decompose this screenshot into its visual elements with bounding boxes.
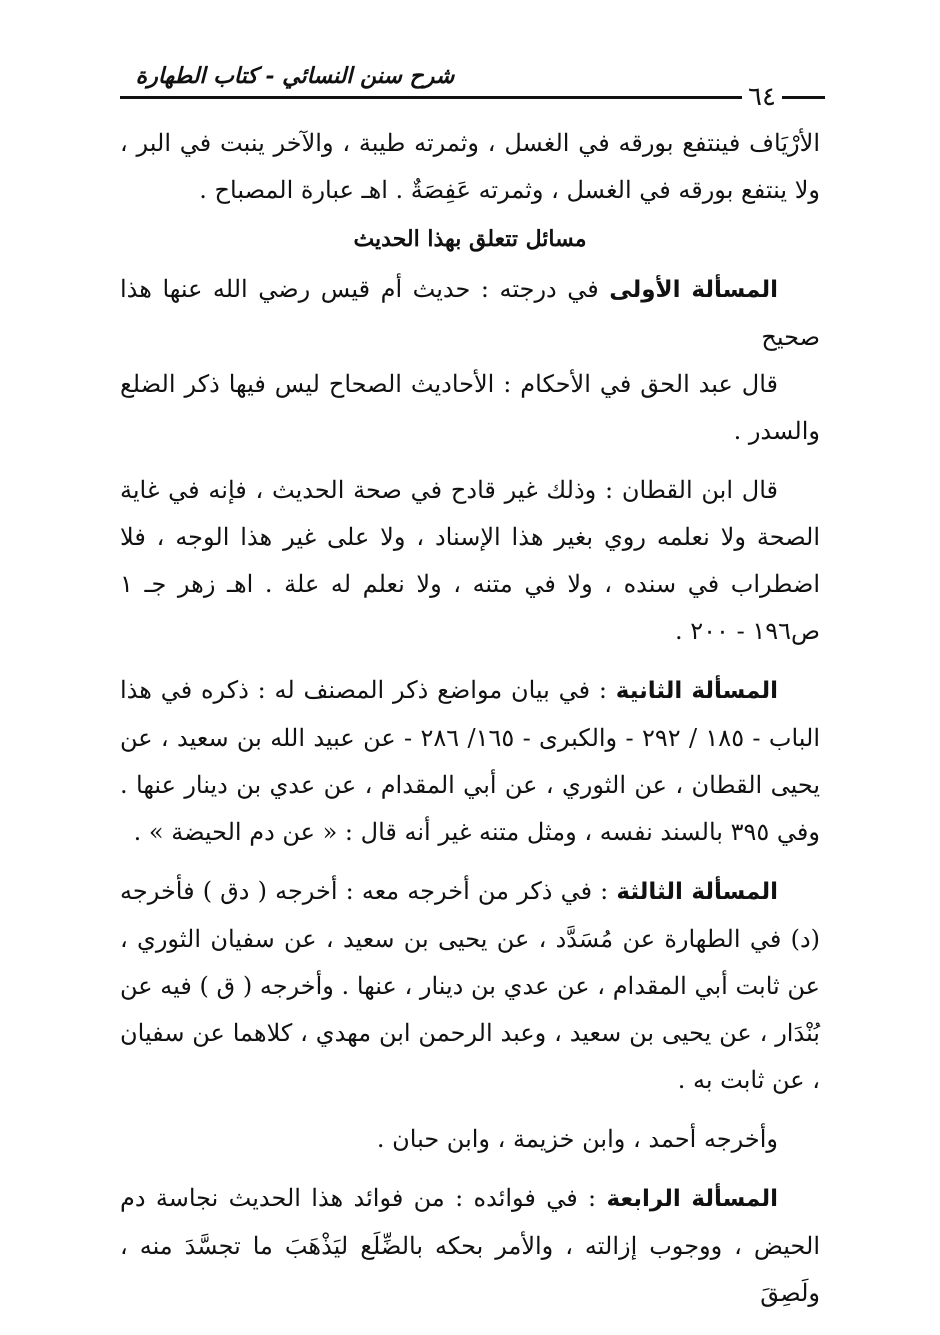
issue-1-text: في درجته : حديث أم قيس رضي الله عنها هذا صحيح [120, 275, 820, 351]
issue-1-quote-ibn-alqattan: قال ابن القطان : وذلك غير قادح في صحة الحديث ، فإنه في غاية الصحة ولا نعلمه روي بغير هذا الإسناد ، ولا على غير هذا الوجه ، فلا اضطراب في سنده ، ولا في متنه ، ولا نعلم له علة . اهـ زهر جـ ١ ص١٩٦ - ٢٠٠ . [120, 476, 820, 645]
issue-3-text: : في ذكر من أخرجه معه : أخرجه ( دق ) فأخرجه (د) في الطهارة عن مُسَدَّد ، عن يحيى بن سعيد ، عن سفيان الثوري ، عن ثابت أبي المقدام ، عن عدي بن دينار ، عنها . وأخرجه ( ق ) فيه عن بُنْدَار ، عن يحيى بن سعيد ، وعبد الرحمن ابن مهدي ، كلاهما عن سفيان ، عن ثابت به . [120, 877, 820, 1094]
intro-paragraph: الأرْيَاف فينتفع بورقه في الغسل ، وثمرته طيبة ، والآخر ينبت في البر ، ولا ينتفع بورقه في الغسل ، وثمرته عَفِصَةٌ . اهـ عبارة المصباح . [120, 129, 820, 204]
issue-3-extra-paragraph: وأخرجه أحمد ، وابن خزيمة ، وابن حبان . [376, 1125, 778, 1153]
issue-2-text: : في بيان مواضع ذكر المصنف له : ذكره في هذا الباب - ١٨٥ / ٢٩٢ - والكبرى - ١٦٥/ ٢٨٦ - عن عبيد الله بن سعيد ، عن يحيى القطان ، عن الثوري ، عن أبي المقدام ، عن عدي بن دينار عنها . وفي ٣٩٥ بالسند نفسه ، ومثل متنه غير أنه قال : « عن دم الحيضة » . [120, 676, 821, 846]
issue-2-paragraph [120, 667, 820, 856]
running-header-title: شرح سنن النسائي - كتاب الطهارة [135, 63, 455, 89]
body-text [120, 120, 820, 1317]
issue-4-heading: المسألة الرابعة [606, 1186, 778, 1212]
issue-3-paragraph [120, 868, 820, 1104]
issue-4-text: : في فوائده : من فوائد هذا الحديث نجاسة دم الحيض ، ووجوب إزالته ، والأمر بحكه بالضِّلَع ليَذْهَبَ ما تجسَّدَ منه ، ولَصِقَ [120, 1184, 820, 1307]
issue-3-heading: المسألة الثالثة [616, 879, 778, 905]
issue-4-paragraph [120, 1175, 820, 1317]
section-heading: مسائل تتعلق بهذا الحديث [353, 226, 587, 252]
header-rule [120, 96, 825, 99]
issue-2-heading: المسألة الثانية [615, 678, 778, 704]
page-number: ٦٤ [742, 80, 782, 114]
page-number-dash [784, 96, 822, 99]
issue-1-paragraph [120, 266, 820, 361]
issue-1-quote-abd-alhaq: قال عبد الحق في الأحكام : الأحاديث الصحاح ليس فيها ذكر الضلع والسدر . [120, 370, 820, 445]
issue-1-heading: المسألة الأولى [609, 277, 778, 303]
